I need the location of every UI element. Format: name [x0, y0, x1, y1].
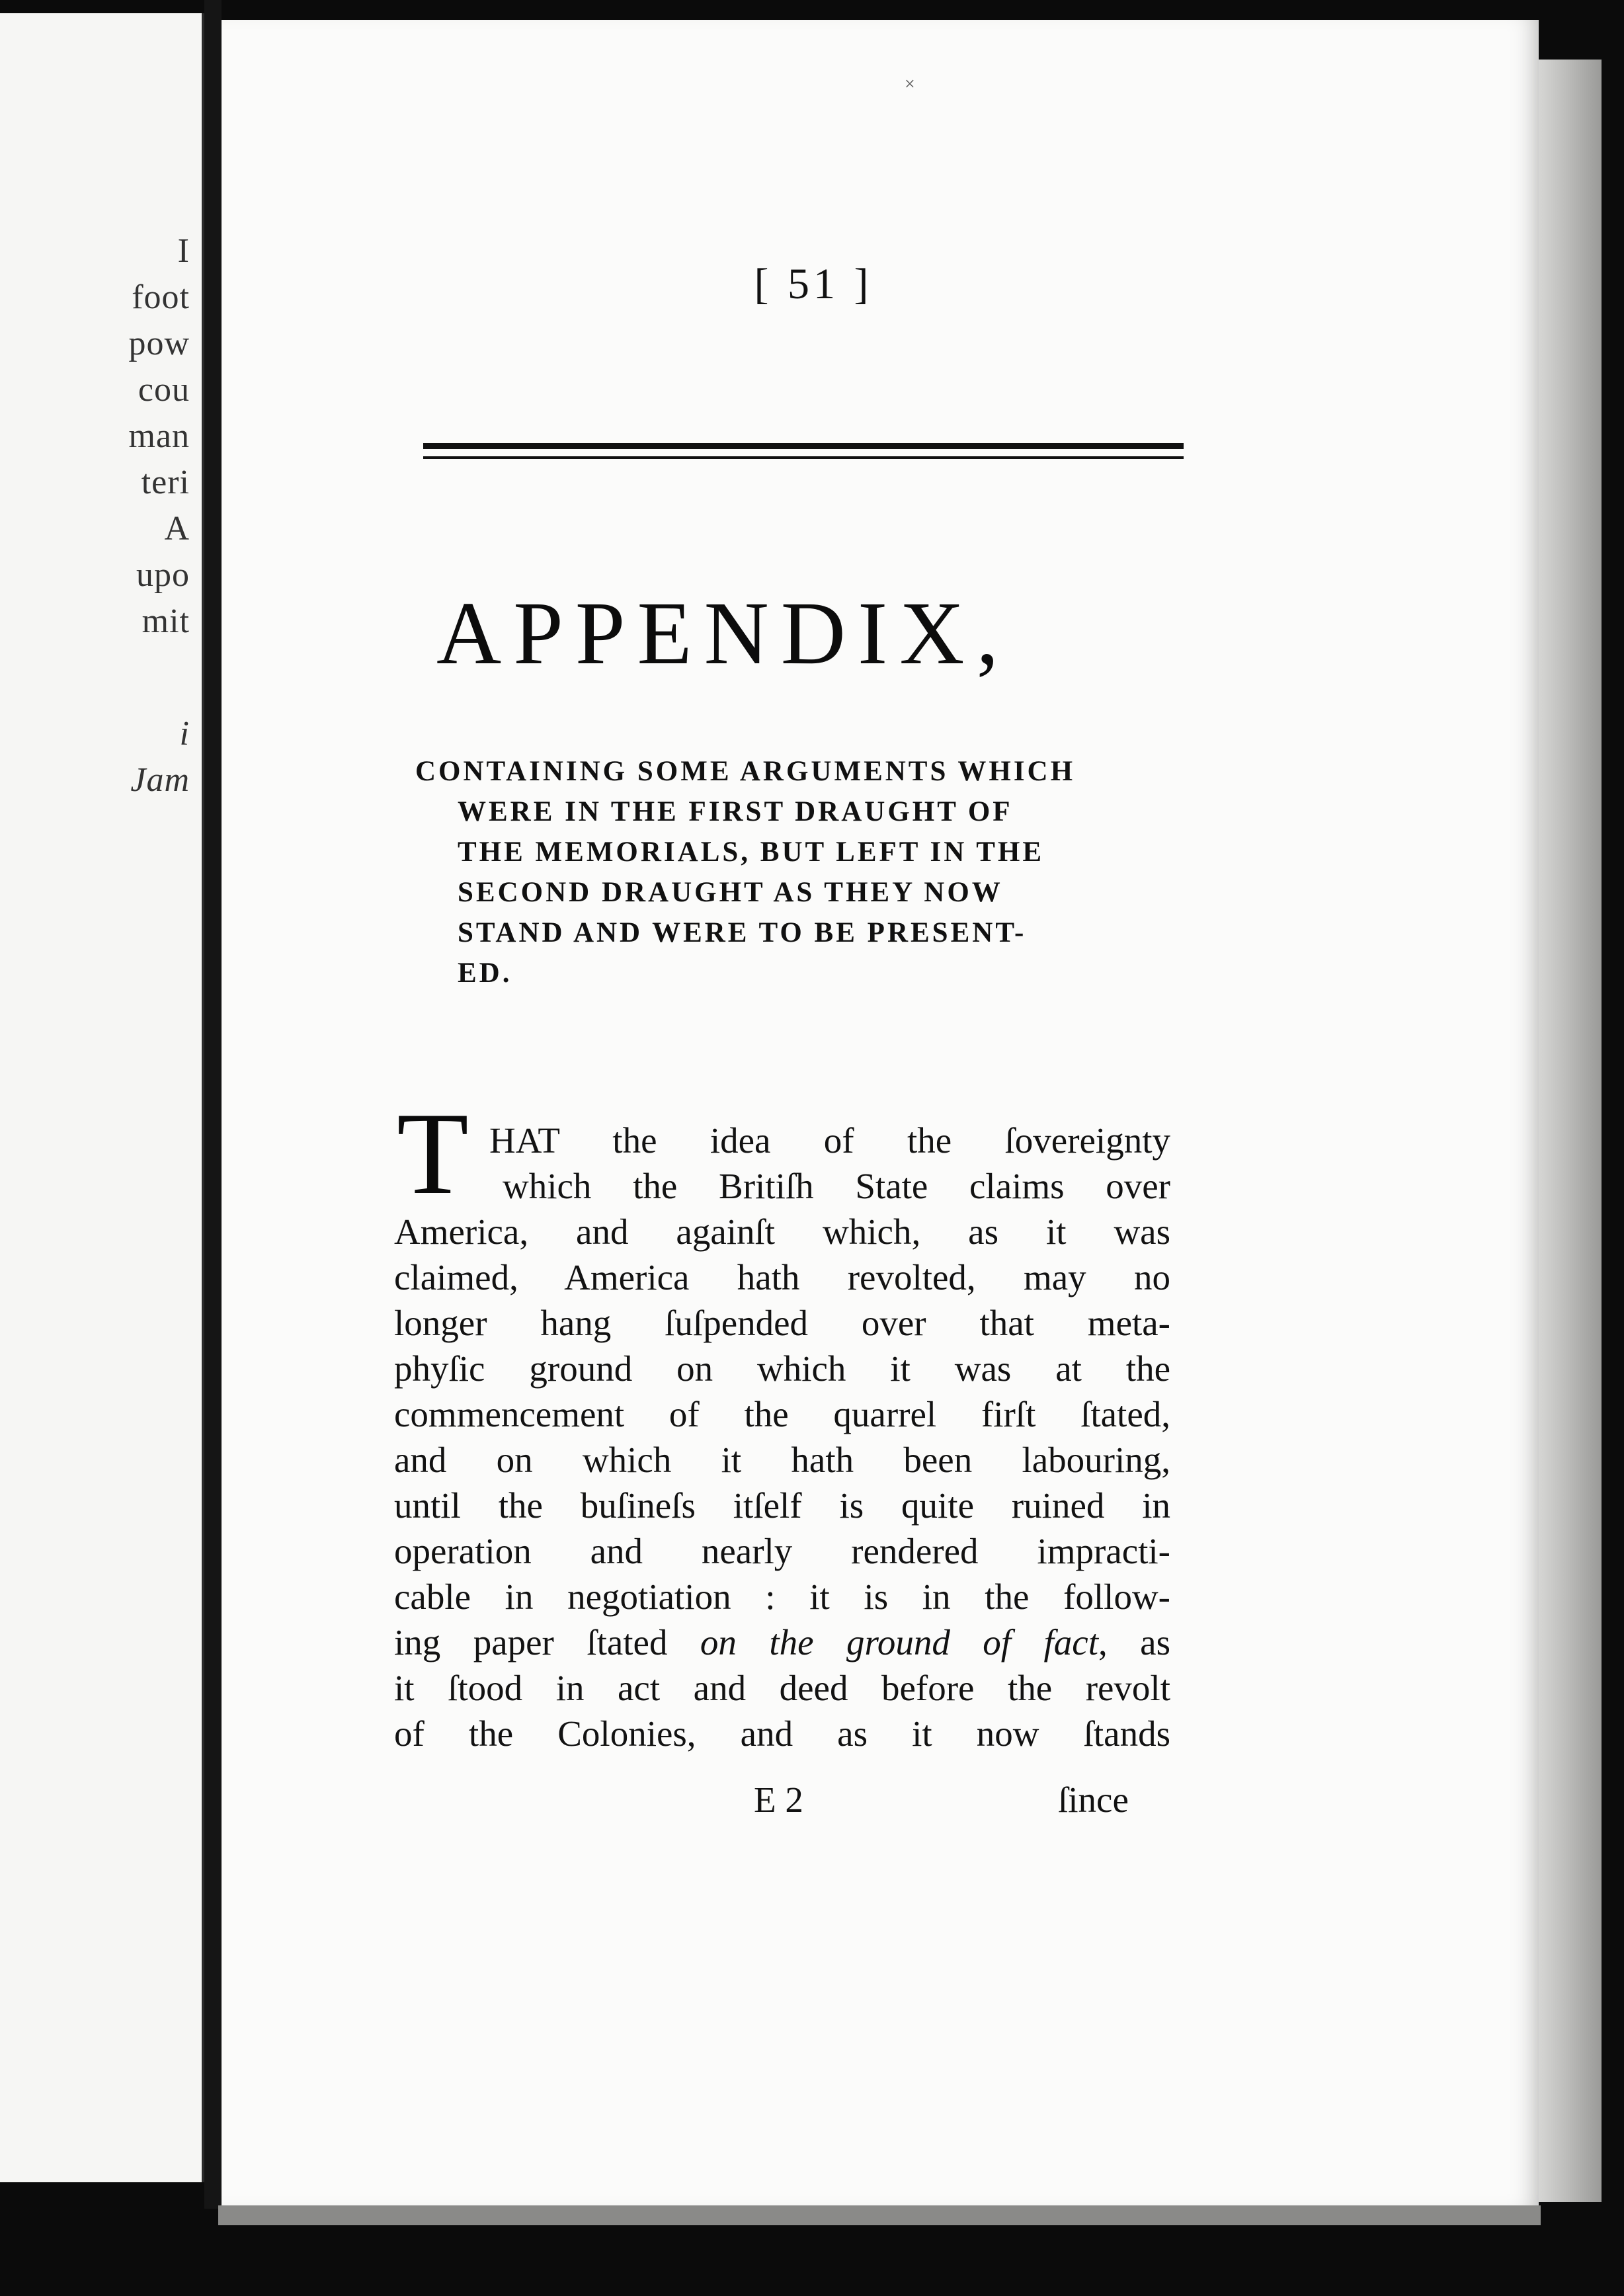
- body-line: HAT the idea of the ſovereignty: [489, 1120, 1170, 1161]
- body-line: until the buſineſs itſelf is quite ruined in: [394, 1485, 1170, 1526]
- body-line: phyſic ground on which it was at the: [394, 1348, 1170, 1389]
- signature-mark: E 2: [754, 1780, 803, 1820]
- facing-fragment: cou: [138, 371, 190, 409]
- body-text-segment: , as: [1098, 1622, 1170, 1662]
- subtitle-line: CONTAINING SOME ARGUMENTS WHICH: [415, 756, 1076, 787]
- subtitle-line: SECOND DRAUGHT AS THEY NOW: [458, 877, 1003, 908]
- header-rule-thin: [423, 456, 1184, 459]
- book-gutter: [204, 0, 222, 2209]
- body-line: which the Britiſh State claims over: [503, 1166, 1170, 1206]
- subtitle-line: ED.: [458, 958, 512, 989]
- body-text: [394, 1209, 1170, 1756]
- catchword: ſince: [1058, 1780, 1129, 1820]
- subtitle-line: THE MEMORIALS, BUT LEFT IN THE: [458, 837, 1045, 868]
- facing-fragment: man: [128, 417, 190, 455]
- facing-fragment: pow: [128, 325, 190, 362]
- body-line: cable in negotiation : it is in the follow-: [394, 1577, 1170, 1617]
- facing-page-left: [0, 13, 204, 2182]
- subtitle-line: STAND AND WERE TO BE PRESENT-: [458, 917, 1027, 948]
- facing-fragment: A: [164, 510, 190, 548]
- page-number: [ 51 ]: [754, 260, 873, 308]
- body-line: operation and nearly rendered impracti-: [394, 1531, 1170, 1571]
- page-edge-bottom: [218, 2205, 1541, 2225]
- body-text-segment: ing paper ſtated: [394, 1622, 700, 1662]
- body-line-italic: [394, 1620, 1170, 1665]
- facing-fragment: i: [179, 715, 190, 753]
- appendix-subtitle: [415, 751, 1174, 993]
- header-rule-thick: [423, 443, 1184, 449]
- facing-fragment: foot: [132, 278, 190, 316]
- body-line: of the Colonies, and as it now ſtands: [394, 1713, 1170, 1754]
- facing-fragment: mit: [142, 602, 190, 640]
- facing-page-text: [0, 13, 202, 2182]
- facing-fragment: upo: [136, 556, 190, 594]
- subtitle-line: WERE IN THE FIRST DRAUGHT OF: [458, 796, 1013, 827]
- body-line: it ſtood in act and deed before the revolt: [394, 1668, 1170, 1708]
- body-line: claimed, America hath revolted, may no: [394, 1257, 1170, 1297]
- drop-cap: T: [397, 1088, 469, 1219]
- body-line: commencement of the quarrel firſt ſtated,: [394, 1394, 1170, 1434]
- body-line: America, and againſt which, as it was: [394, 1211, 1170, 1252]
- page-mark: ×: [905, 74, 915, 95]
- facing-fragment: I: [177, 232, 190, 270]
- italic-phrase: on the ground of fact: [700, 1622, 1098, 1662]
- page-edge-right: [1539, 60, 1602, 2202]
- body-line: and on which it hath been labouring,: [394, 1440, 1170, 1480]
- appendix-title: APPENDIX,: [436, 584, 1011, 683]
- body-opening-lines: [489, 1118, 1170, 1209]
- facing-fragment: Jam: [130, 761, 190, 799]
- body-line: longer hang ſuſpended over that meta-: [394, 1303, 1170, 1343]
- facing-fragment: teri: [141, 464, 190, 501]
